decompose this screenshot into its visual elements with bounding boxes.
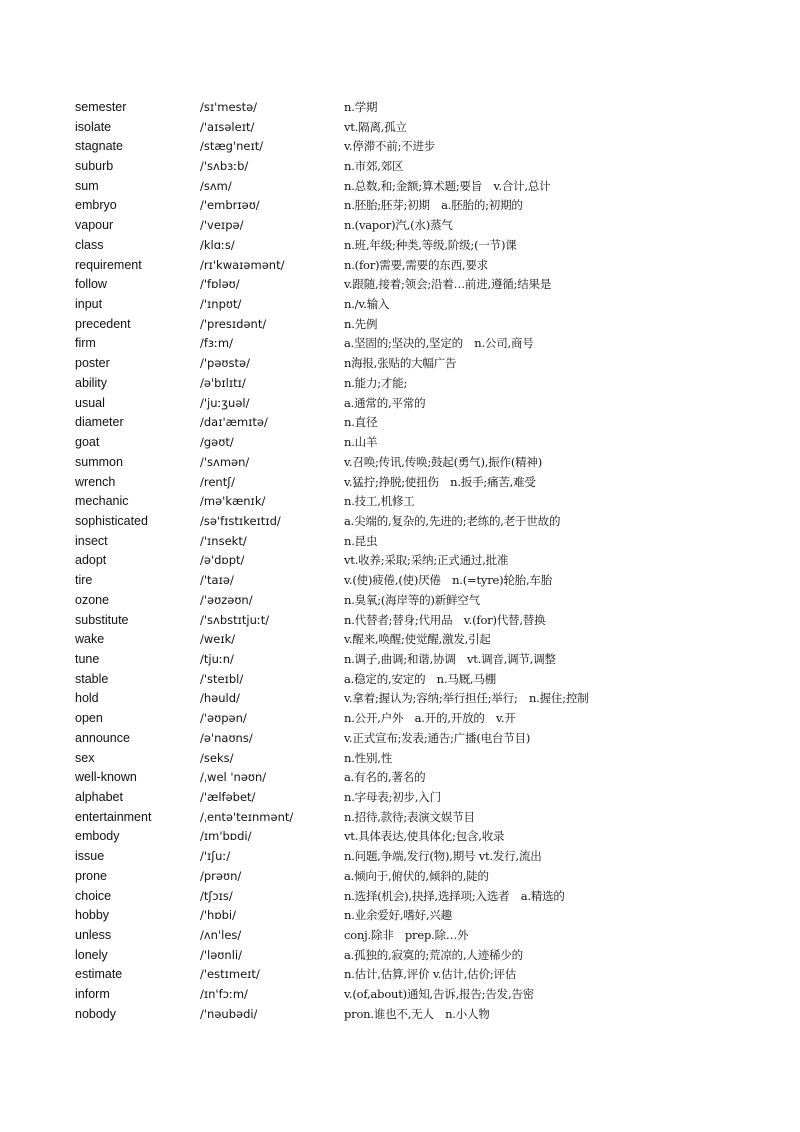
entry-word: wake [75, 632, 105, 647]
entry-definition: a.尖端的,复杂的,先进的;老练的,老于世故的 [344, 513, 561, 528]
entry-word: choice [75, 888, 112, 903]
entry-definition: n.臭氧;(海岸等的)新鲜空气 [344, 592, 480, 607]
vocab-entry [75, 1004, 715, 1024]
entry-word: alphabet [75, 790, 123, 805]
entry-phonetic: /'ɪnsekt/ [200, 533, 247, 548]
entry-definition: n.市郊,郊区 [344, 159, 404, 174]
vocab-entry [75, 551, 715, 571]
entry-phonetic: /'ləʊnli/ [200, 947, 242, 962]
vocab-entry [75, 708, 715, 728]
entry-phonetic: /klɑːs/ [200, 237, 235, 252]
entry-word: inform [75, 987, 110, 1002]
entry-word: substitute [75, 612, 129, 627]
entry-definition: n.(for)需要,需要的东西,要求 [344, 257, 488, 272]
vocab-entry [75, 117, 715, 137]
vocab-entry [75, 827, 715, 847]
entry-word: ability [75, 375, 107, 390]
vocab-entry [75, 610, 715, 630]
entry-definition: v.召唤;传讯,传唤;鼓起(勇气),振作(精神) [344, 454, 542, 469]
vocab-entry [75, 393, 715, 413]
entry-definition: n.(vapor)汽,(水)蒸气 [344, 218, 453, 233]
entry-definition: n.学期 [344, 99, 378, 114]
entry-definition: n.字母表;初步,入门 [344, 790, 441, 805]
vocab-entry [75, 334, 715, 354]
entry-definition: n.问题,争端,发行(物),期号 vt.发行,流出 [344, 849, 542, 864]
entry-definition: n.昆虫 [344, 533, 378, 548]
entry-definition: n.招待,款待;表演文娱节目 [344, 809, 475, 824]
entry-word: summon [75, 454, 123, 469]
entry-phonetic: /'taɪə/ [200, 573, 234, 588]
entry-word: open [75, 711, 103, 726]
entry-word: issue [75, 849, 105, 864]
entry-word: lonely [75, 947, 108, 962]
entry-phonetic: /həuld/ [200, 691, 240, 706]
entry-definition: v.猛拧;挣脱;使扭伤 n.扳手;痛苦,难受 [344, 474, 536, 489]
entry-definition: n.代替者;替身;代用品 v.(for)代替,替换 [344, 612, 546, 627]
entry-phonetic: /daɪ'æmɪtə/ [200, 415, 268, 430]
vocab-entry [75, 491, 715, 511]
entry-word: prone [75, 868, 107, 883]
vocab-entry [75, 156, 715, 176]
entry-word: input [75, 297, 103, 312]
entry-definition: v.醒来,唤醒;使觉醒,激发,引起 [344, 632, 491, 647]
vocab-entry [75, 728, 715, 748]
entry-definition: a.通常的,平常的 [344, 395, 426, 410]
entry-phonetic: /mə'kænɪk/ [200, 494, 266, 509]
vocab-entry [75, 866, 715, 886]
entry-phonetic: /'steɪbl/ [200, 671, 244, 686]
vocab-entry [75, 669, 715, 689]
entry-word: follow [75, 277, 107, 292]
vocab-entry [75, 689, 715, 709]
entry-definition: pron.谁也不,无人 n.小人物 [344, 1006, 490, 1021]
entry-phonetic: /seks/ [200, 750, 234, 765]
entry-phonetic: /'hɒbi/ [200, 908, 236, 923]
vocab-entry [75, 413, 715, 433]
entry-definition: a.坚固的;坚决的,坚定的 n.公司,商号 [344, 336, 534, 351]
entry-definition: n.胚胎;胚芽;初期 a.胚胎的;初期的 [344, 198, 523, 213]
entry-definition: n.性别,性 [344, 750, 393, 765]
vocab-entry [75, 274, 715, 294]
entry-phonetic: /ɪn'fɔːm/ [200, 987, 248, 1002]
entry-phonetic: /tjuːn/ [200, 651, 234, 666]
entry-phonetic: /'fɒləʊ/ [200, 277, 240, 292]
vocab-entry [75, 452, 715, 472]
entry-word: wrench [75, 474, 116, 489]
entry-phonetic: /'nəubədi/ [200, 1006, 258, 1021]
entry-definition: v.停滞不前;不进步 [344, 139, 436, 154]
vocab-entry [75, 511, 715, 531]
entry-definition: n.总数,和;金额;算术题;要旨 v.合计,总计 [344, 178, 551, 193]
entry-phonetic: /'ɪnpʊt/ [200, 297, 242, 312]
vocab-entry [75, 629, 715, 649]
entry-phonetic: /ˌwel 'nəʊn/ [200, 770, 267, 785]
entry-phonetic: /'juːʒuəl/ [200, 395, 250, 410]
entry-word: nobody [75, 1006, 117, 1021]
entry-phonetic: /ˌentə'teɪnmənt/ [200, 809, 294, 824]
entry-phonetic: /'estɪmeɪt/ [200, 967, 260, 982]
entry-definition: v.拿着;握认为;容纳;举行担任;举行; n.握住;控制 [344, 691, 589, 706]
entry-definition: n.公开,户外 a.开的,开放的 v.开 [344, 711, 516, 726]
vocab-entry [75, 136, 715, 156]
vocab-entry [75, 590, 715, 610]
entry-phonetic: /gəʊt/ [200, 435, 234, 450]
entry-phonetic: /fɜːm/ [200, 336, 233, 351]
entry-phonetic: /prəʊn/ [200, 868, 242, 883]
entry-definition: n.先例 [344, 316, 378, 331]
entry-definition: n.调子,曲调;和谐,协调 vt.调音,调节,调整 [344, 651, 556, 666]
entry-word: embryo [75, 198, 117, 213]
entry-word: usual [75, 395, 105, 410]
vocab-entry [75, 97, 715, 117]
entry-definition: n.估计,估算,评价 v.估计,估价;评估 [344, 967, 517, 982]
entry-word: well-known [75, 770, 137, 785]
entry-word: suburb [75, 159, 114, 174]
entry-word: sex [75, 750, 95, 765]
entry-phonetic: /weɪk/ [200, 632, 236, 647]
vocab-entry [75, 472, 715, 492]
entry-word: tune [75, 651, 100, 666]
vocab-entry [75, 294, 715, 314]
entry-phonetic: /ɪm'bɒdi/ [200, 829, 252, 844]
vocab-entry [75, 767, 715, 787]
entry-word: goat [75, 435, 100, 450]
entry-phonetic: /'aɪsəleɪt/ [200, 119, 255, 134]
vocab-entry [75, 255, 715, 275]
vocabulary-list [75, 97, 715, 1024]
vocab-entry [75, 531, 715, 551]
entry-word: class [75, 237, 104, 252]
entry-definition: n.能力;才能; [344, 375, 408, 390]
entry-definition: n.选择(机会),抉择,选择项;入选者 a.精选的 [344, 888, 565, 903]
entry-phonetic: /'əʊzəʊn/ [200, 592, 253, 607]
entry-phonetic: /ə'bɪlɪtɪ/ [200, 375, 246, 390]
vocab-entry [75, 176, 715, 196]
entry-word: tire [75, 573, 93, 588]
entry-phonetic: /ə'dɒpt/ [200, 553, 245, 568]
vocab-entry [75, 846, 715, 866]
entry-word: stable [75, 671, 109, 686]
vocab-entry [75, 314, 715, 334]
entry-definition: a.稳定的,安定的 n.马厩,马棚 [344, 671, 496, 686]
vocab-entry [75, 945, 715, 965]
entry-word: hold [75, 691, 99, 706]
entry-phonetic: /'veɪpə/ [200, 218, 244, 233]
entry-definition: v.(使)疲倦,(使)厌倦 n.(=tyre)轮胎,车胎 [344, 573, 553, 588]
entry-definition: n海报,张贴的大幅广告 [344, 356, 457, 371]
entry-phonetic: /'ɪʃuː/ [200, 849, 231, 864]
entry-definition: v.正式宣布;发表;通告;广播(电台节目) [344, 730, 531, 745]
entry-word: semester [75, 99, 127, 114]
entry-phonetic: /'embrɪəʊ/ [200, 198, 260, 213]
entry-definition: n.业余爱好,嗜好,兴趣 [344, 908, 452, 923]
entry-phonetic: /sɪ'mestə/ [200, 99, 258, 114]
entry-word: sophisticated [75, 513, 148, 528]
entry-word: mechanic [75, 494, 129, 509]
entry-phonetic: /sʌm/ [200, 178, 232, 193]
entry-word: precedent [75, 316, 131, 331]
entry-phonetic: /'sʌbstɪtjuːt/ [200, 612, 270, 627]
entry-phonetic: /sə'fɪstɪkeɪtɪd/ [200, 513, 281, 528]
entry-definition: n.班,年级;种类,等级,阶级;(一节)课 [344, 237, 517, 252]
entry-word: vapour [75, 218, 114, 233]
vocab-entry [75, 235, 715, 255]
entry-definition: a.有名的,著名的 [344, 770, 426, 785]
entry-phonetic: /ʌn'les/ [200, 928, 242, 943]
entry-phonetic: /'əʊpən/ [200, 711, 247, 726]
entry-phonetic: /'pəʊstə/ [200, 356, 250, 371]
entry-word: announce [75, 730, 130, 745]
entry-definition: vt.隔离,孤立 [344, 119, 407, 134]
entry-word: hobby [75, 908, 110, 923]
entry-definition: v.(of,about)通知,告诉,报告;告发,告密 [344, 987, 534, 1002]
vocab-entry [75, 748, 715, 768]
vocab-entry [75, 215, 715, 235]
entry-word: estimate [75, 967, 123, 982]
vocab-entry [75, 570, 715, 590]
entry-word: insect [75, 533, 108, 548]
entry-definition: n.山羊 [344, 435, 378, 450]
vocab-entry [75, 925, 715, 945]
entry-definition: n.直径 [344, 415, 378, 430]
vocab-entry [75, 196, 715, 216]
entry-word: entertainment [75, 809, 152, 824]
entry-definition: a.孤独的,寂寞的;荒凉的,人迹稀少的 [344, 947, 523, 962]
entry-phonetic: /ə'naʊns/ [200, 730, 253, 745]
entry-phonetic: /'presɪdənt/ [200, 316, 267, 331]
vocab-entry [75, 787, 715, 807]
entry-definition: n.技工,机修工 [344, 494, 415, 509]
entry-definition: n./v.输入 [344, 297, 390, 312]
entry-word: sum [75, 178, 99, 193]
entry-word: isolate [75, 119, 112, 134]
entry-definition: vt.收养;采取;采纳;正式通过,批准 [344, 553, 509, 568]
entry-word: ozone [75, 592, 110, 607]
vocab-entry [75, 886, 715, 906]
vocab-entry [75, 353, 715, 373]
entry-word: unless [75, 928, 112, 943]
entry-word: stagnate [75, 139, 123, 154]
vocab-entry [75, 373, 715, 393]
entry-phonetic: /'sʌmən/ [200, 454, 250, 469]
entry-word: poster [75, 356, 110, 371]
entry-word: firm [75, 336, 96, 351]
entry-definition: vt.具体表达,使具体化;包含,收录 [344, 829, 505, 844]
entry-word: requirement [75, 257, 142, 272]
vocab-entry [75, 649, 715, 669]
entry-phonetic: /rɪ'kwaɪəmənt/ [200, 257, 285, 272]
entry-definition: v.跟随,接着;领会;沿着…前进,遵循;结果是 [344, 277, 552, 292]
vocab-entry [75, 905, 715, 925]
entry-word: adopt [75, 553, 107, 568]
entry-word: diameter [75, 415, 124, 430]
entry-phonetic: /stæg'neɪt/ [200, 139, 264, 154]
entry-phonetic: /'ælfəbet/ [200, 790, 256, 805]
vocab-entry [75, 965, 715, 985]
entry-phonetic: /tʃɔɪs/ [200, 888, 233, 903]
vocab-entry [75, 432, 715, 452]
vocab-entry [75, 984, 715, 1004]
entry-word: embody [75, 829, 120, 844]
entry-phonetic: /rentʃ/ [200, 474, 235, 489]
entry-definition: a.倾向于,俯伏的,倾斜的,陡的 [344, 868, 489, 883]
vocab-entry [75, 807, 715, 827]
entry-phonetic: /'sʌbɜːb/ [200, 159, 249, 174]
entry-definition: conj.除非 prep.除…外 [344, 928, 469, 943]
